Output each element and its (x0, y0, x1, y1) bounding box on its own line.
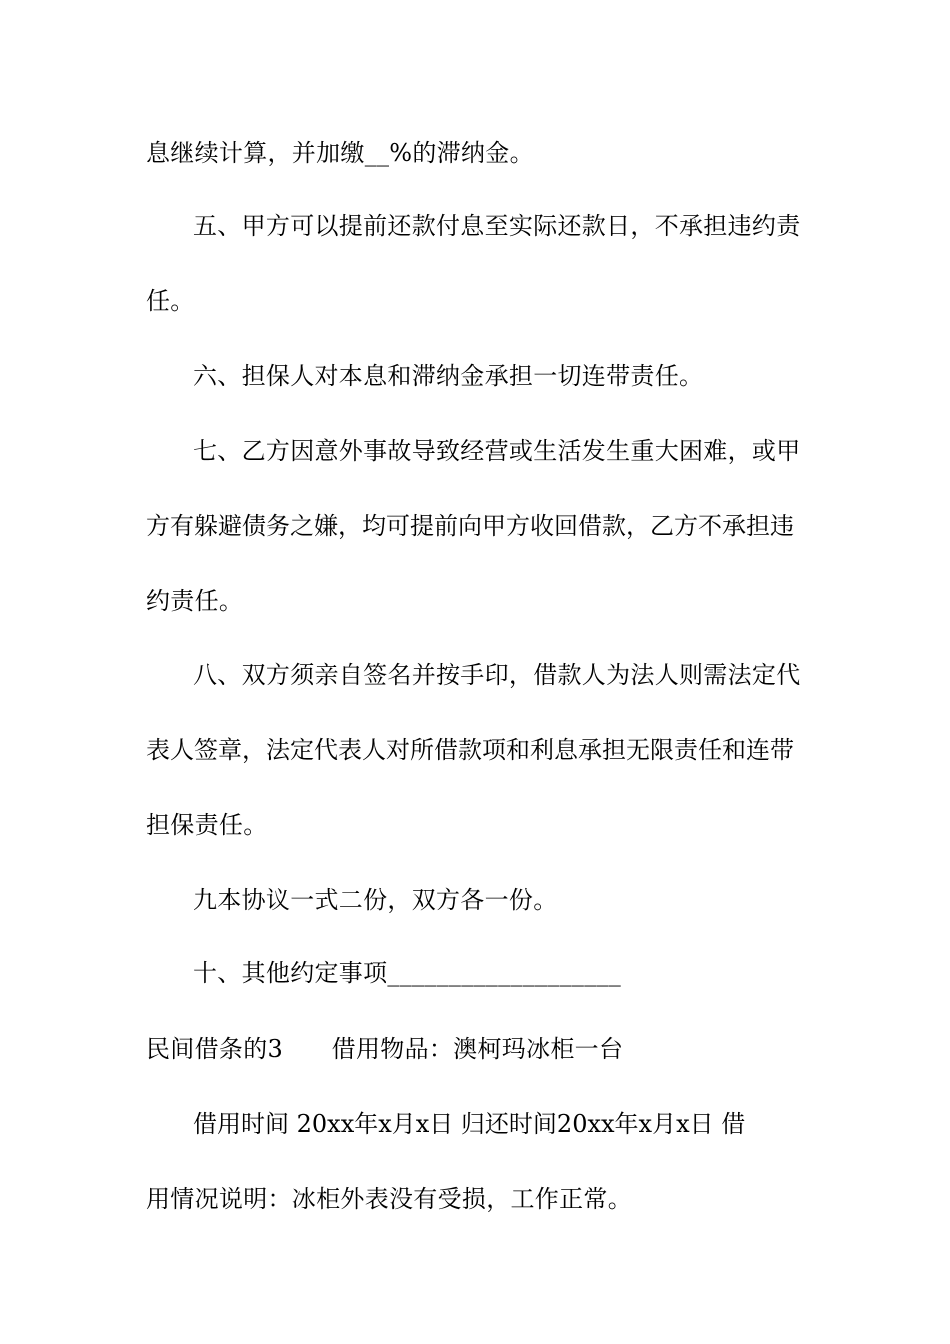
paragraph-line: 五、甲方可以提前还款付息至实际还款日，不承担违约责 (193, 212, 801, 240)
paragraph-line: 表人签章，法定代表人对所借款项和利息承担无限责任和连带 (146, 736, 794, 764)
paragraph-line: 七、乙方因意外事故导致经营或生活发生重大困难，或甲 (193, 437, 801, 465)
paragraph-line: 任。 (146, 287, 195, 315)
paragraph-line: 用情况说明：冰柜外表没有受损，工作正常。 (146, 1185, 632, 1213)
paragraph-line: 担保责任。 (146, 811, 268, 839)
section-heading-line: 民间借条的3 借用物品：澳柯玛冰柜一台 (146, 1035, 624, 1063)
paragraph-line: 息继续计算，并加缴__%的滞纳金。 (146, 139, 534, 167)
paragraph-line: 方有躲避债务之嫌，均可提前向甲方收回借款，乙方不承担违 (146, 512, 794, 540)
paragraph-line: 约责任。 (146, 587, 244, 615)
paragraph-line: 九本协议一式二份，双方各一份。 (193, 886, 558, 914)
paragraph-line: 八、双方须亲自签名并按手印，借款人为法人则需法定代 (193, 661, 801, 689)
paragraph-line: 借用时间 20xx年x月x日 归还时间20xx年x月x日 借 (193, 1110, 746, 1138)
paragraph-line: 十、其他约定事项___________________ (193, 959, 622, 987)
paragraph-line: 六、担保人对本息和滞纳金承担一切连带责任。 (193, 362, 704, 390)
